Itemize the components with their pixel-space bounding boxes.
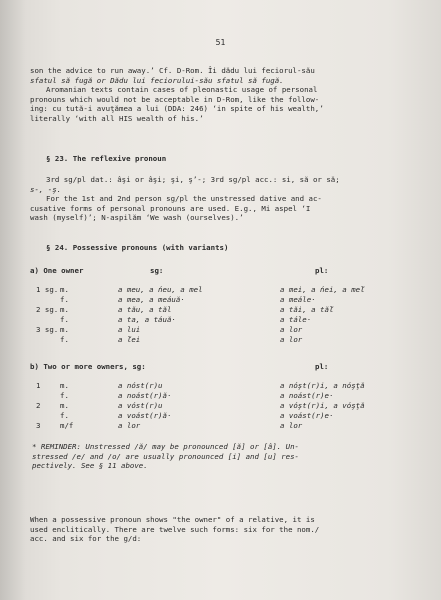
- reminder-line-1: * REMINDER: Unstressed /ă/ may be pronounced [ă] or [â]. Un-: [32, 442, 299, 451]
- gender-label: f.: [60, 295, 69, 304]
- intro-line-2: sfatul să fugă or Dădu lui feciorului-său sfatul să fugă.: [30, 75, 284, 85]
- sec23-line-3: For the 1st and 2nd person sg/pl the unstressed dative and ac-: [46, 194, 322, 203]
- person-number: 2 sg.: [36, 305, 59, 314]
- table-row: [0, 335, 441, 345]
- pl-column-label-b: pl:: [315, 362, 329, 371]
- singular-forms: a ta, a táuă·: [118, 315, 176, 324]
- plural-forms: a tále·: [280, 315, 312, 324]
- gender-label: m.: [60, 381, 69, 390]
- intro-line-5: ing: cu tută-i avuţămea a lui (DDA: 246) ‘in spite of his wealth,’: [30, 104, 324, 113]
- table-row: [0, 391, 441, 401]
- table-row: [0, 401, 441, 411]
- sec23-line-5: wash (myself)’; N-aspilăm ‘We wash (ourselves).’: [30, 213, 244, 222]
- section-24-heading: § 24. Possessive pronouns (with variants): [46, 243, 229, 252]
- table-row: [0, 411, 441, 421]
- singular-forms: a voást(r)ă·: [118, 411, 172, 420]
- table-row: [0, 285, 441, 295]
- table-row: [0, 421, 441, 431]
- plural-forms: a nóşt(r)i, a nóşţă: [280, 381, 365, 390]
- reminder-line-2: stressed /e/ and /o/ are usually pronounced [i] and [u] res-: [32, 451, 299, 461]
- singular-forms: a tău, a tăl: [118, 305, 172, 314]
- table-row: [0, 305, 441, 315]
- pl-column-label: pl:: [315, 266, 329, 275]
- singular-forms: a lui: [118, 325, 141, 334]
- intro-line-4: pronouns which would not be acceptable in D-Rom, like the follow-: [30, 94, 320, 104]
- person-number: 1: [36, 381, 41, 390]
- person-number: 3: [36, 421, 41, 430]
- intro-line-1: son the advice to run away.’ Cf. D-Rom. Îi dădu lui feciorul-său: [30, 66, 315, 75]
- section-23-heading: § 23. The reflexive pronoun: [46, 154, 167, 163]
- reminder-line-3: pectively. See § 11 above.: [32, 461, 148, 470]
- gender-label: m.: [60, 325, 69, 334]
- plural-forms: a noást(r)e·: [280, 391, 334, 400]
- singular-forms: a meu, a ńeu, a mel: [118, 285, 203, 294]
- plural-forms: a meále·: [280, 295, 316, 304]
- one-owner-label: a) One owner: [30, 266, 84, 275]
- person-number: 2: [36, 401, 41, 410]
- table-row: [0, 315, 441, 325]
- singular-forms: a lor: [118, 421, 141, 430]
- singular-forms: a nóst(r)u: [118, 381, 163, 390]
- plural-forms: a mei, a ńei, a meľ: [280, 285, 365, 294]
- plural-forms: a vóşt(r)i, a vóşţă: [280, 401, 365, 410]
- closing-line-1: When a possessive pronoun shows "the owner" of a relative, it is: [30, 515, 315, 524]
- table-row: [0, 295, 441, 305]
- person-number: 3 sg.: [36, 325, 59, 334]
- plural-forms: a lor: [280, 421, 303, 430]
- intro-line-6: literally ‘with all HIS wealth of his.’: [30, 113, 204, 123]
- sec23-line-1: 3rd sg/pl dat.: âşi or âşi; şi, ş’-; 3rd sg/pl acc.: si, să or să;: [46, 175, 340, 184]
- two-owners-label: b) Two or more owners, sg:: [30, 362, 146, 371]
- sec23-line-2: s-, -ş.: [30, 184, 62, 194]
- person-number: 1 sg.: [36, 285, 59, 294]
- plural-forms: a tăi, a tăľ: [280, 305, 334, 314]
- gender-label: f.: [60, 315, 69, 324]
- gender-label: f.: [60, 391, 69, 400]
- gender-label: m.: [60, 305, 69, 314]
- singular-forms: a ľei: [118, 335, 141, 344]
- page-number: 51: [215, 38, 226, 47]
- singular-forms: a vóst(r)u: [118, 401, 163, 410]
- plural-forms: a lor: [280, 325, 303, 334]
- singular-forms: a noást(r)ă·: [118, 391, 172, 400]
- plural-forms: a voást(r)e·: [280, 411, 334, 420]
- gender-label: f.: [60, 411, 69, 420]
- table-row: [0, 381, 441, 391]
- sg-column-label: sg:: [150, 266, 164, 275]
- closing-line-2: used enclitically. There are twelve such forms: six for the nom./: [30, 524, 320, 534]
- closing-line-3: acc. and six for the g/d:: [30, 534, 142, 543]
- gender-label: m.: [60, 401, 69, 410]
- table-row: [0, 325, 441, 335]
- gender-label: m/f: [60, 421, 74, 430]
- intro-line-3: Aromanian texts contain cases of pleonastic usage of personal: [46, 85, 318, 94]
- sec23-line-4: cusative forms of personal pronouns are used. E.g., Mi aspel ‘I: [30, 203, 311, 213]
- gender-label: m.: [60, 285, 69, 294]
- plural-forms: a lor: [280, 335, 303, 344]
- singular-forms: a mea, a meáuă·: [118, 295, 185, 304]
- gender-label: f.: [60, 335, 69, 344]
